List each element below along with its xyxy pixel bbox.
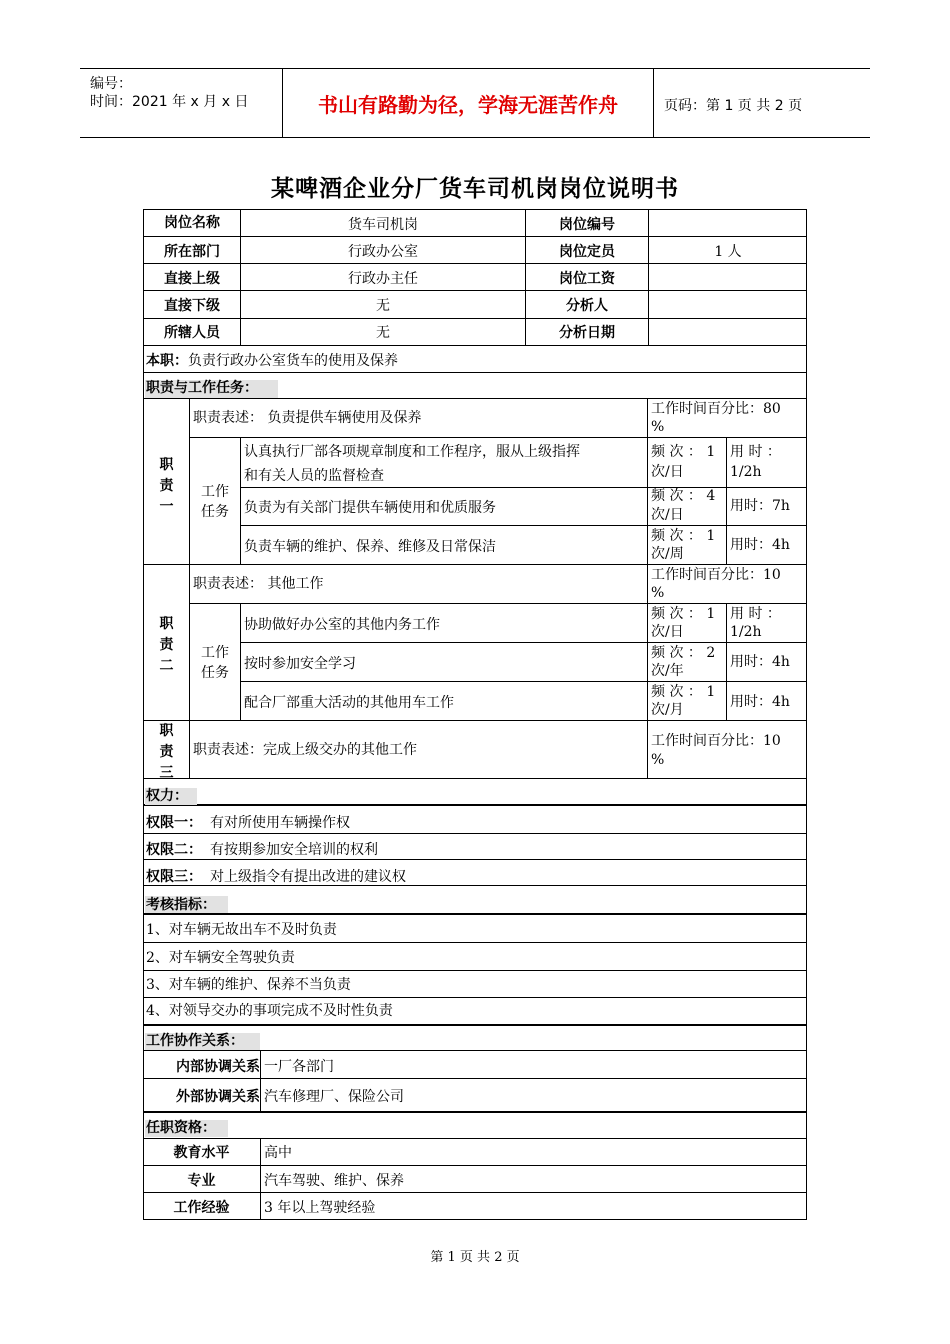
kpi-item-2: 2、对车辆安全驾驶负责 [146,950,295,966]
authority-item-2: 权限二： 有按期参加安全培训的权利 [146,842,378,858]
responsibility-3-time: 工作时间百分比：10 [651,733,781,749]
label-analysis-date: 分析日期 [559,325,615,341]
relations-label: 工作协作关系： [146,1033,244,1049]
responsibility-3-desc: 职责表述：完成上级交办的其他工作 [193,742,417,758]
duty-line [146,351,398,371]
responsibility-2-desc: 职责表述： 其他工作 [193,576,324,592]
label-post-name: 岗位名称 [164,215,220,231]
task-1-1-freq-unit: 次/日 [651,464,684,480]
responsibility-2-time-unit: % [651,585,665,601]
responsibility-1-time: 工作时间百分比：80 [651,401,781,417]
task-1-2: 负责为有关部门提供车辆使用和优质服务 [244,500,496,516]
responsibility-2-label: 职 责 二 [159,616,174,674]
responsibility-3-label: 职 责 三 [159,723,174,781]
internal-relations-label: 内部协调关系 [176,1059,260,1075]
label-department: 所在部门 [164,244,220,260]
value-post-name: 货车司机岗 [348,217,418,233]
task-1-2-duration: 用时：7h [730,498,790,514]
task-2-1-freq-unit: 次/日 [651,624,684,640]
authority-item-1: 权限一： 有对所使用车辆操作权 [146,815,350,831]
value-staff: 无 [376,325,390,341]
task-label-1: 工作 任务 [201,484,229,520]
value-superior: 行政办主任 [348,271,418,287]
responsibility-2-time: 工作时间百分比：10 [651,567,781,583]
qualification-label: 任职资格： [146,1120,216,1136]
task-2-2-duration: 用时：4h [730,654,790,670]
responsibility-3-time-unit: % [651,752,665,768]
task-1-2-freq-unit: 次/日 [651,507,684,523]
task-2-3-freq-unit: 次/月 [651,702,684,718]
value-subordinate: 无 [376,298,390,314]
page-title: 某啤酒企业分厂货车司机岗岗位说明书 [271,176,679,202]
label-analyst: 分析人 [566,298,608,314]
task-2-3: 配合厂部重大活动的其他用车工作 [244,695,454,711]
task-1-3-duration: 用时：4h [730,537,790,553]
label-post-code: 岗位编号 [559,217,615,233]
task-2-3-duration: 用时：4h [730,694,790,710]
major-value: 汽车驾驶、维护、保养 [264,1173,404,1189]
label-staff: 所辖人员 [164,325,220,341]
duty-text: 负责行政办公室货车的使用及保养 [188,353,398,369]
label-subordinate: 直接下级 [164,298,220,314]
doc-time: 时间：2021 年 x 月 x 日 [90,94,249,110]
responsibility-1-desc: 职责表述： 负责提供车辆使用及保养 [193,410,422,426]
external-relations-label: 外部协调关系 [176,1089,260,1105]
education-value: 高中 [264,1145,292,1161]
experience-label: 工作经验 [173,1200,230,1216]
major-label: 专业 [187,1173,216,1189]
task-1-3-freq-unit: 次/周 [651,546,684,562]
experience-value: 3 年以上驾驶经验 [264,1200,376,1216]
label-superior: 直接上级 [164,271,220,287]
task-1-3: 负责车辆的维护、保养、维修及日常保洁 [244,539,496,555]
task-label-2: 工作 任务 [201,645,229,681]
task-2-3-freq: 频 次 ： 1 [651,684,716,700]
responsibility-section-label: 职责与工作任务： [146,380,258,396]
external-relations-value: 汽车修理厂、保险公司 [264,1089,404,1105]
task-1-1-duration-value: 1/2h [730,464,762,480]
kpi-label: 考核指标： [146,897,216,913]
kpi-item-3: 3、对车辆的维护、保养不当负责 [146,977,351,993]
task-2-2-freq: 频 次 ： 2 [651,645,716,661]
task-2-1: 协助做好办公室的其他内务工作 [244,617,440,633]
header-meta [80,69,283,137]
kpi-item-4: 4、对领导交办的事项完成不及时性负责 [146,1003,393,1019]
task-1-1-freq: 频 次 ： 1 [651,444,716,460]
page-footer: 第 1 页 共 2 页 [430,1250,520,1265]
duty-label: 本职： [146,353,188,369]
task-1-3-freq: 频 次 ： 1 [651,528,716,544]
task-2-2: 按时参加安全学习 [244,656,356,672]
doc-number: 编号： [90,76,132,92]
task-2-1-duration: 用 时 ： [730,606,781,622]
responsibility-1-label: 职 责 一 [159,457,174,515]
authority-label: 权力： [146,788,188,804]
task-1-2-freq: 频 次 ： 4 [651,488,716,504]
task-1-1-line2: 和有关人员的监督检查 [244,468,384,484]
task-1-1-line1: 认真执行厂部各项规章制度和工作程序，服从上级指挥 [244,444,580,460]
task-2-1-duration-value: 1/2h [730,624,762,640]
label-salary: 岗位工资 [559,271,615,287]
header-motto: 书山有路勤为径，学海无涯苦作舟 [283,69,654,137]
responsibility-1-time-unit: % [651,419,665,435]
value-department: 行政办公室 [348,244,418,260]
education-label: 教育水平 [173,1145,230,1161]
kpi-item-1: 1、对车辆无故出车不及时负责 [146,922,337,938]
value-headcount: 1 人 [714,244,742,260]
internal-relations-value: 一厂各部门 [264,1059,334,1075]
page-header [80,68,870,138]
task-2-1-freq: 频 次 ： 1 [651,606,716,622]
label-headcount: 岗位定员 [559,244,615,260]
task-2-2-freq-unit: 次/年 [651,663,684,679]
header-page-info: 页码：第 1 页 共 2 页 [664,98,803,114]
task-1-1-duration: 用 时 ： [730,444,781,460]
authority-item-3: 权限三： 对上级指令有提出改进的建议权 [146,869,406,885]
